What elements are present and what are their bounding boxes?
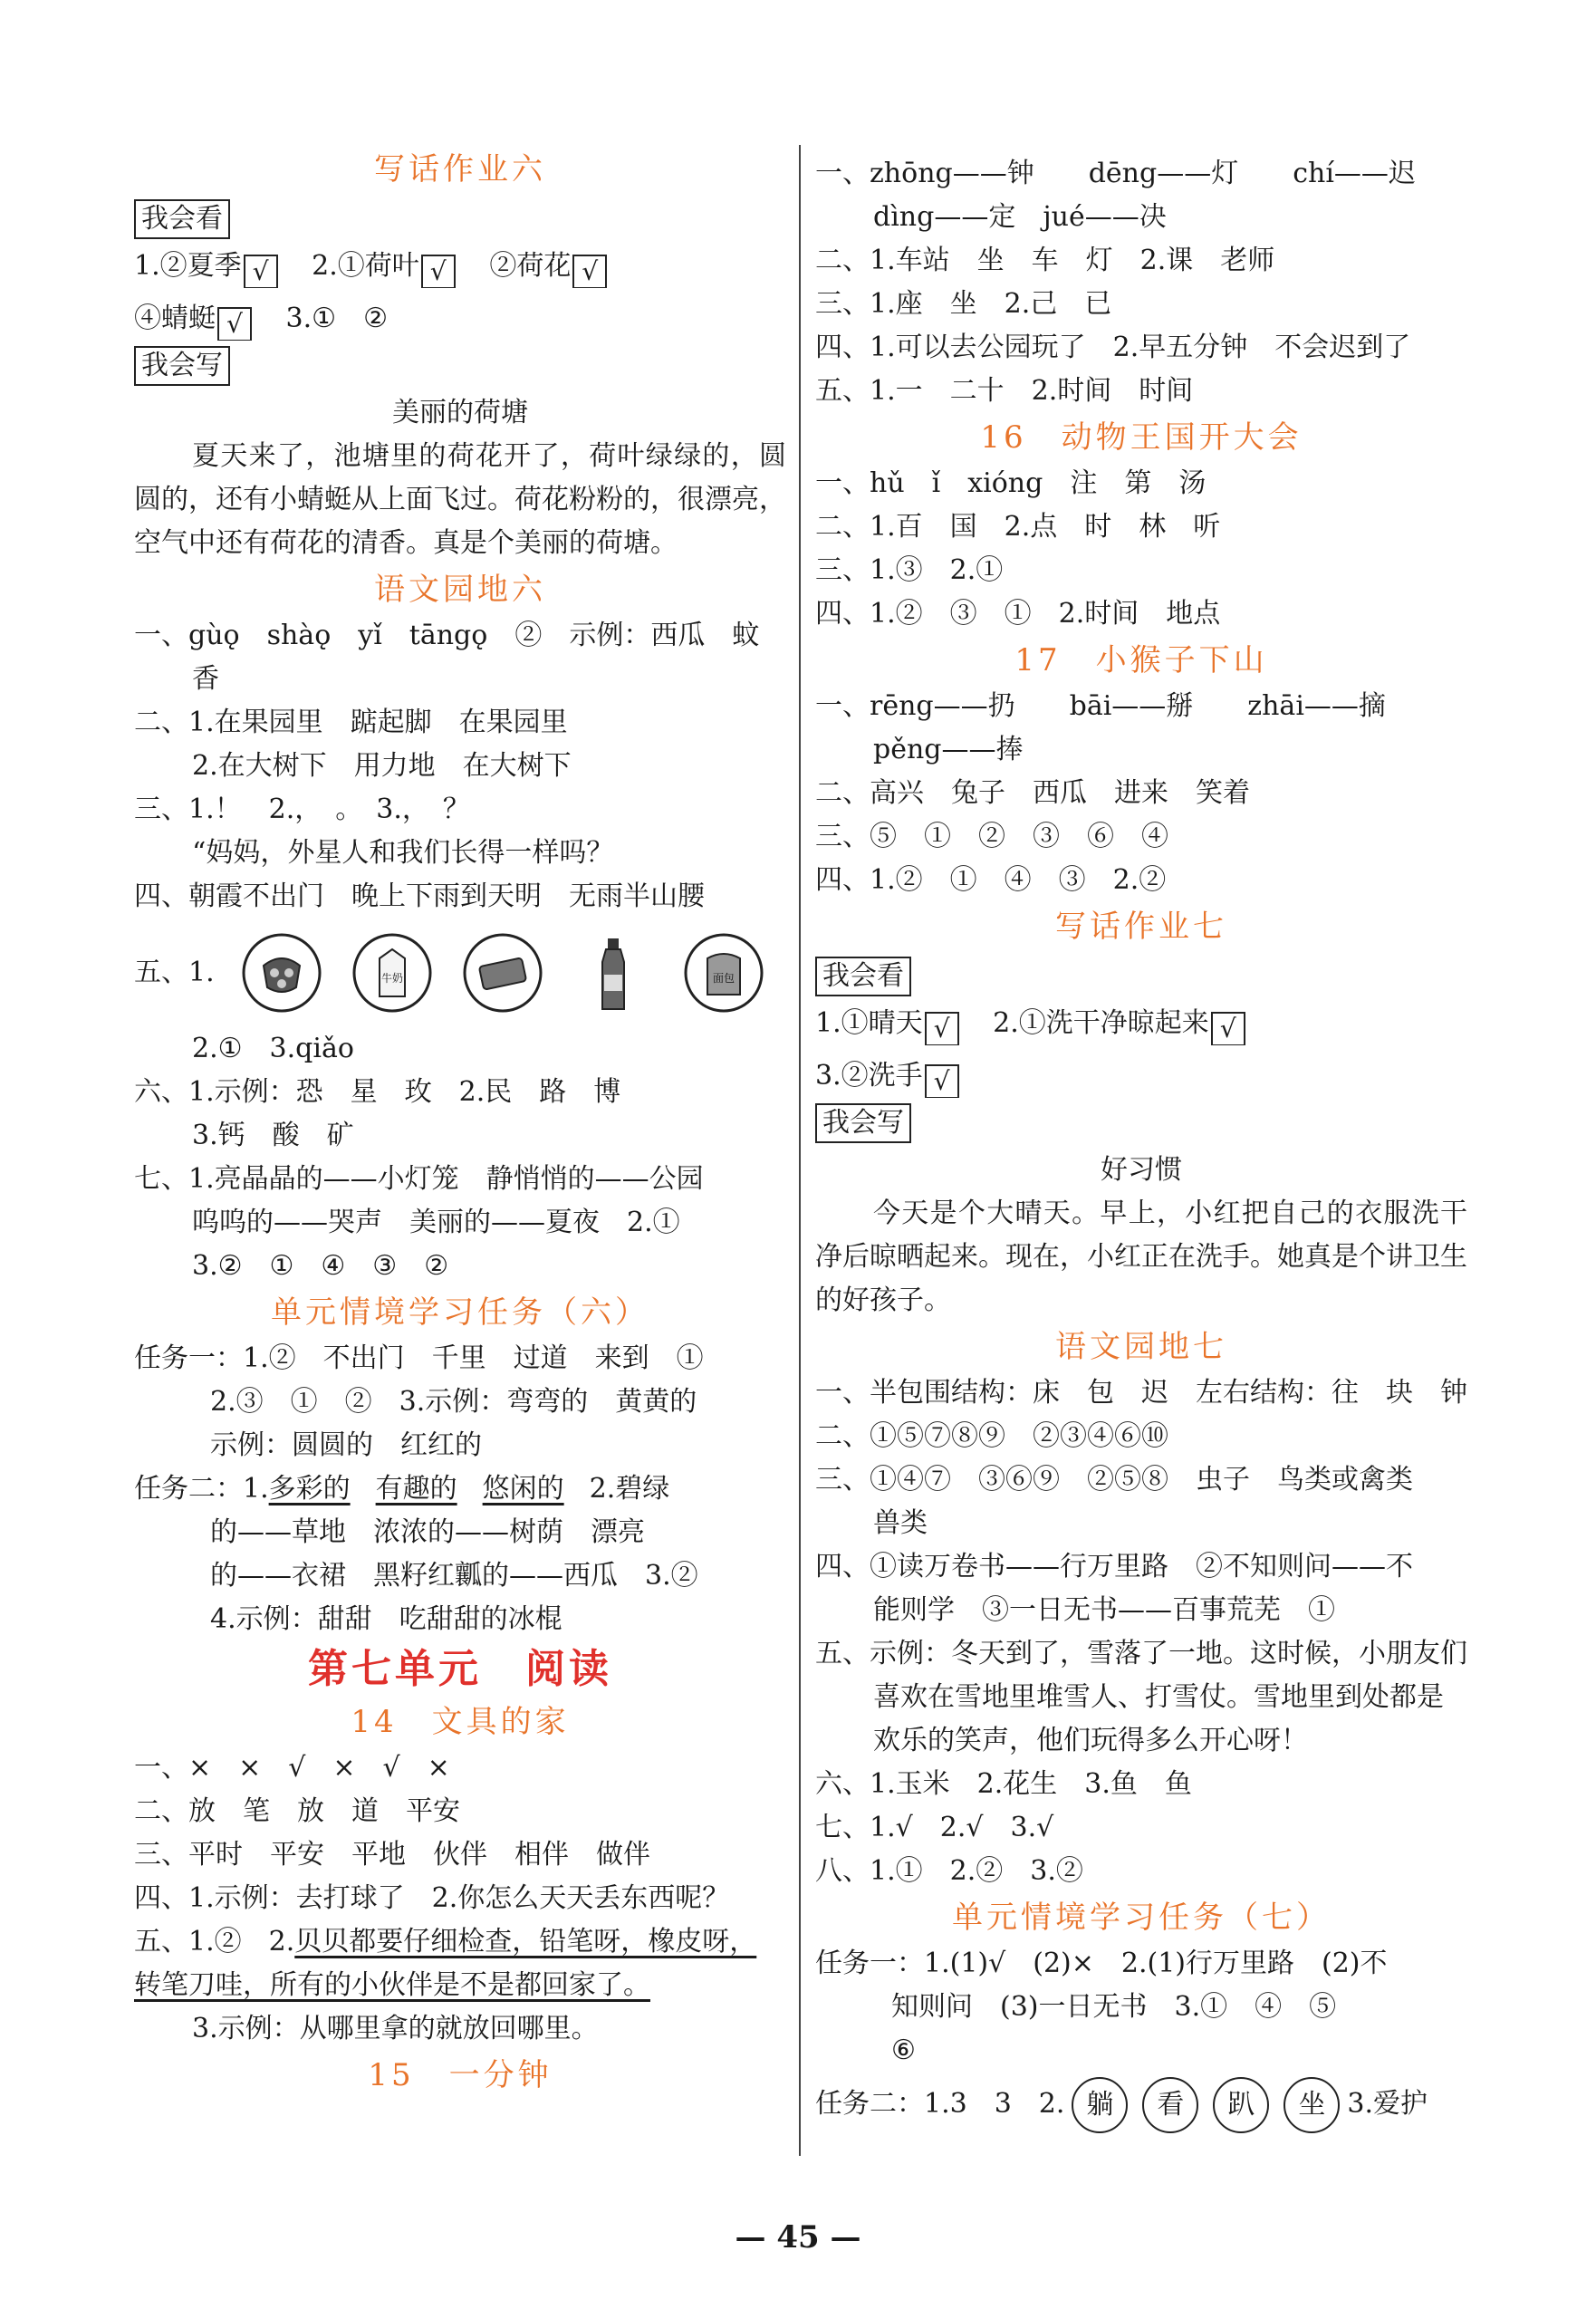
- section-heading: 写话作业七: [1055, 909, 1227, 945]
- essay-paragraph: 今天是个大晴天。早上，小红把自己的衣服洗干净后晾晒起来。现在，小红正在洗手。她真是个讲卫生的好孩子。: [815, 1198, 1467, 1316]
- answer-line: 一、gùǫ shàǫ yǐ tāngǫ ② 示例：西瓜 蚊: [134, 620, 760, 651]
- answer-line: 四、1.示例：去打球了 2.你怎么天天丢东西呢？: [134, 1882, 730, 1914]
- answer-line: 知则问 (3)一日无书 3.① ④ ⑤: [891, 1991, 1337, 2023]
- answer-line: 二、放 笔 放 道 平安: [134, 1795, 460, 1827]
- answer-line: 三、1.③ 2.①: [815, 554, 1004, 586]
- answer-line: 的——草地 浓浓的——树荫 漂亮: [210, 1516, 645, 1548]
- answer-line: 二、高兴 兔子 西瓜 进来 笑着: [815, 777, 1250, 809]
- section-heading: 语文园地七: [1055, 1329, 1227, 1365]
- answer-line: 转笔刀哇，所有的小伙伴是不是都回家了。: [134, 1969, 650, 2001]
- icons-row: 五、1. 牛奶 面包: [134, 919, 786, 1027]
- section-heading: 语文园地六: [374, 572, 546, 608]
- answer-line: 任务一：1.② 不出门 千里 过道 来到 ①: [134, 1342, 704, 1374]
- answer-line: pěng——捧: [873, 734, 1024, 765]
- answer-line: 2.在大树下 用力地 在大树下: [192, 750, 572, 782]
- answer-line: 二、1.车站 坐 车 灯 2.课 老师: [815, 245, 1275, 276]
- answer-line: 七、1.亮晶晶的——小灯笼 静悄悄的——公园: [134, 1163, 704, 1195]
- check-box: √: [925, 1064, 959, 1098]
- label-box-look: 我会看: [134, 199, 230, 239]
- answer-line: “妈妈，外星人和我们长得一样吗？: [192, 837, 614, 869]
- answer-line: 3.钙 酸 矿: [192, 1120, 354, 1151]
- answer-line: 1.①晴天 √ 2.①洗干净晾起来 √: [815, 1002, 1467, 1045]
- section-heading: 写话作业六: [374, 151, 546, 188]
- essay-title: 好习惯: [1101, 1154, 1182, 1186]
- answer-line: 五、1.一 二十 2.时间 时间: [815, 375, 1194, 407]
- check-box: √: [421, 255, 456, 288]
- answer-line: 4.示例：甜甜 吃甜甜的冰棍: [210, 1603, 562, 1635]
- answer-line: 四、1.② ③ ① 2.时间 地点: [815, 598, 1221, 630]
- answer-line: ⑥: [891, 2034, 916, 2066]
- label-box-look: 我会看: [815, 957, 911, 996]
- answer-line: 四、1.可以去公园玩了 2.早五分钟 不会迟到了: [815, 332, 1411, 363]
- answer-line: 八、1.① 2.② 3.②: [815, 1855, 1083, 1887]
- circled-char: 坐: [1284, 2077, 1340, 2133]
- answer-line: 三、1.！ 2.， 。 3.， ？: [134, 794, 470, 825]
- check-box: √: [1211, 1012, 1245, 1045]
- lesson-heading: 15 一分钟: [368, 2057, 553, 2093]
- answer-line: 四、朝霞不出门 晚上下雨到天明 无雨半山腰: [134, 880, 705, 912]
- answer-line: 香: [192, 663, 219, 695]
- bread-bag-icon: [680, 929, 767, 1016]
- bottle-icon: [570, 929, 657, 1016]
- section-heading: 单元情境学习任务（七）: [952, 1900, 1331, 1936]
- label-box-write: 我会写: [815, 1103, 911, 1143]
- answer-line: 四、①读万卷书——行万里路 ②不知则问——不: [815, 1551, 1413, 1582]
- answer-line: 任务二：1.多彩的 有趣的 悠闲的 2.碧绿: [134, 1473, 670, 1505]
- check-box: √: [244, 255, 278, 288]
- lesson-heading: 16 动物王国开大会: [980, 419, 1303, 456]
- answer-paragraph: 五、示例：冬天到了，雪落了一地。这时候，小朋友们喜欢在雪地里堆雪人、打雪仗。雪地里到处都是欢乐的笑声，他们玩得多么开心呀！: [815, 1638, 1467, 1756]
- left-column: [134, 145, 786, 2100]
- answer-line: 六、1.示例：恐 星 玫 2.民 路 博: [134, 1076, 621, 1108]
- check-box: √: [925, 1012, 959, 1045]
- milk-carton-icon: [349, 929, 436, 1016]
- essay-paragraph: 夏天来了，池塘里的荷花开了，荷叶绿绿的，圆圆的，还有小蜻蜓从上面飞过。荷花粉粉的，很漂亮，空气中还有荷花的清香。真是个美丽的荷塘。: [134, 440, 786, 559]
- answer-line: 呜呜的——哭声 美丽的——夏夜 2.①: [192, 1207, 680, 1238]
- check-box: √: [217, 307, 252, 341]
- answer-line: 二、①⑤⑦⑧⑨ ②③④⑥⑩: [815, 1420, 1168, 1452]
- lesson-heading: 14 文具的家: [351, 1704, 570, 1740]
- answer-line: 三、①④⑦ ③⑥⑨ ②⑤⑧ 虫子 鸟类或禽类: [815, 1464, 1413, 1496]
- label-box-write: 我会写: [134, 346, 230, 386]
- answer-line: 的——衣裙 黑籽红瓤的——西瓜 3.②: [210, 1560, 698, 1592]
- chocolate-box-icon: [238, 929, 325, 1016]
- answer-line: 能则学 ③一日无书——百事荒芜 ①: [873, 1594, 1335, 1626]
- answer-line: 四、1.② ① ④ ③ 2.②: [815, 864, 1167, 896]
- answer-line: 任务一：1.(1)√ (2)× 2.(1)行万里路 (2)不: [815, 1948, 1388, 1979]
- answer-line: 六、1.玉米 2.花生 3.鱼 鱼: [815, 1768, 1192, 1800]
- answer-line: 任务二：1.3 3 2. 躺 看 趴 坐 3.爱护: [815, 2073, 1467, 2136]
- answer-line: 三、1.座 坐 2.己 已: [815, 288, 1112, 320]
- circled-char: 躺: [1072, 2077, 1128, 2133]
- section-heading: 单元情境学习任务（六）: [271, 1294, 649, 1331]
- essay-title: 美丽的荷塘: [392, 397, 528, 428]
- lesson-heading: 17 小猴子下山: [1014, 642, 1268, 678]
- circled-char: 趴: [1213, 2077, 1269, 2133]
- check-box: √: [572, 255, 607, 288]
- svg-text:面包: 面包: [712, 972, 735, 985]
- answer-line: ④蜻蜓 √ 3.① ②: [134, 297, 786, 341]
- answer-line: 3.② ① ④ ③ ②: [192, 1250, 449, 1282]
- answer-line: 七、1.√ 2.√ 3.√: [815, 1812, 1054, 1843]
- answer-line: 二、1.百 国 2.点 时 林 听: [815, 511, 1221, 543]
- column-divider: [799, 145, 801, 2156]
- answer-line: 1.②夏季 √ 2.①荷叶 √ ②荷花 √: [134, 245, 786, 288]
- answer-line: dìng——定 jué——决: [873, 201, 1167, 233]
- page-number: — 45 —: [735, 2219, 861, 2256]
- circled-char: 看: [1142, 2077, 1198, 2133]
- answer-line: 一、zhōng——钟 dēng——灯 chí——迟: [815, 158, 1416, 189]
- answer-line: 2.① 3.qiǎo: [192, 1033, 354, 1064]
- snack-bag-icon: [459, 929, 546, 1016]
- answer-line: 一、× × √ × √ ×: [134, 1752, 450, 1784]
- answer-line: 2.③ ① ② 3.示例：弯弯的 黄黄的: [210, 1386, 697, 1418]
- answer-line: 示例：圆圆的 红红的: [210, 1429, 482, 1461]
- answer-line: 一、hǔ ǐ xióng 注 第 汤: [815, 467, 1207, 499]
- answer-line: 3.示例：从哪里拿的就放回哪里。: [192, 2013, 599, 2044]
- answer-line: 一、rēng——扔 bāi——掰 zhāi——摘: [815, 690, 1386, 722]
- unit-title: 第七单元 阅读: [308, 1646, 612, 1692]
- answer-line: 五、1.② 2.贝贝都要仔细检查，铅笔呀，橡皮呀，: [134, 1926, 757, 1958]
- right-column: [815, 152, 1467, 2136]
- answer-line: 兽类: [873, 1507, 928, 1539]
- answer-line: 三、⑤ ① ② ③ ⑥ ④: [815, 821, 1168, 852]
- answer-line: 三、平时 平安 平地 伙伴 相伴 做伴: [134, 1839, 650, 1871]
- svg-text:牛奶: 牛奶: [380, 972, 403, 985]
- answer-line: 二、1.在果园里 踮起脚 在果园里: [134, 707, 568, 738]
- answer-line: 3.②洗手 √: [815, 1054, 1467, 1098]
- answer-line: 一、半包围结构：床 包 迟 左右结构：往 块 钟: [815, 1377, 1467, 1409]
